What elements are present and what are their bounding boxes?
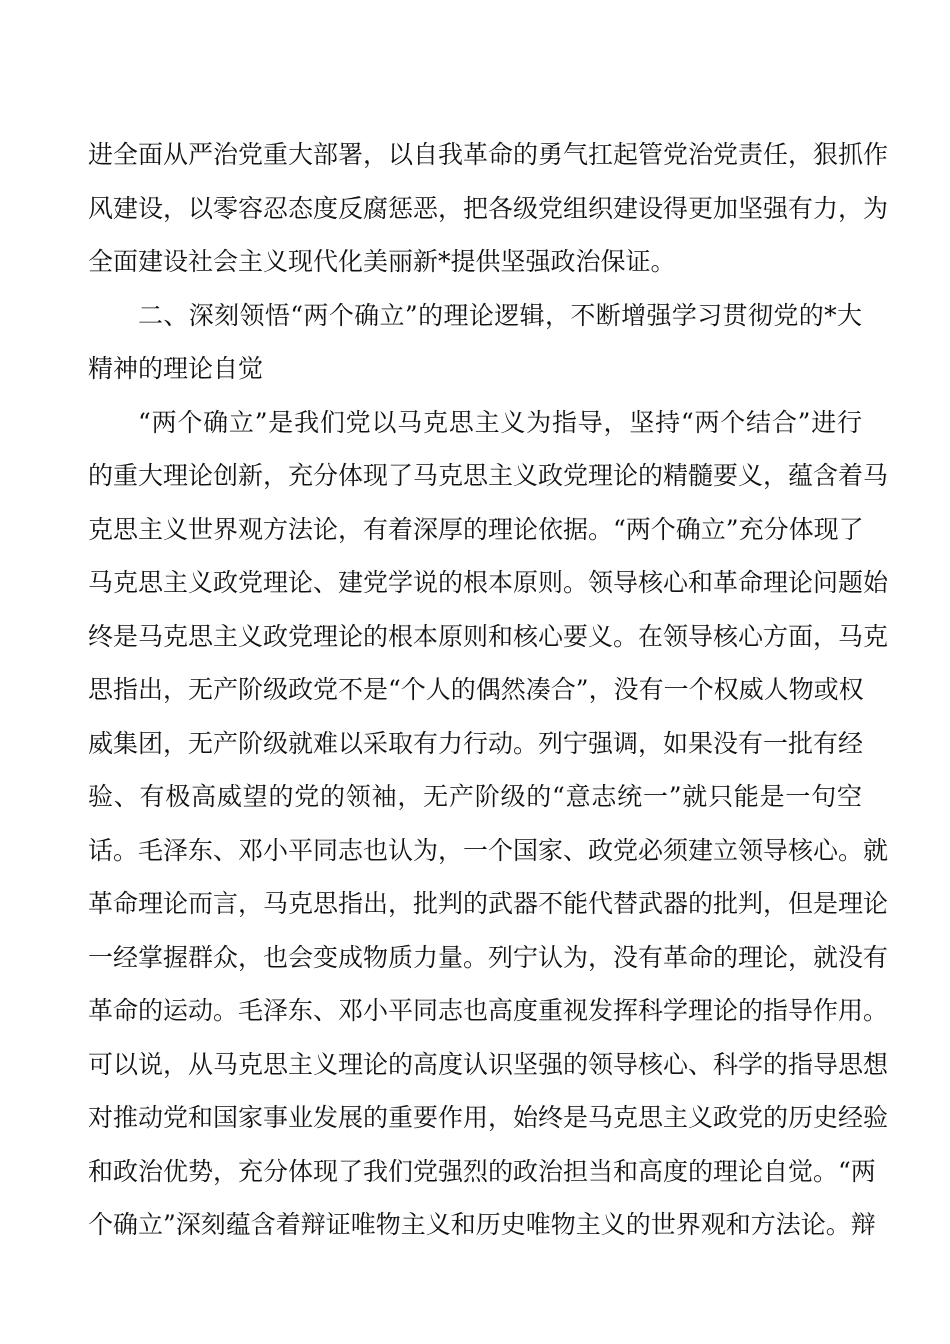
heading-line: 二、深刻领悟“两个确立”的理论逻辑，不断增强学习贯彻党的*大 — [138, 300, 862, 330]
text-line: 可以说，从马克思主义理论的高度认识坚强的领导核心、科学的指导思想 — [88, 1049, 889, 1079]
text-line: 验、有极高威望的党的领袖，无产阶级的“意志统一”就只能是一句空 — [88, 782, 862, 811]
text-line: 风建设，以零容忍态度反腐惩恶，把各级党组织建设得更加坚强有力，为 — [88, 193, 889, 223]
text-line: 终是马克思主义政党理论的根本原则和核心要义。在领导核心方面，马克 — [88, 621, 889, 651]
text-line: 一经掌握群众，也会变成物质力量。列宁认为，没有革命的理论，就没有 — [88, 942, 889, 972]
text-line: 对推动党和国家事业发展的重要作用，始终是马克思主义政党的历史经验 — [88, 1103, 889, 1132]
text-line: 的重大理论创新，充分体现了马克思主义政党理论的精髓要义，蕴含着马 — [88, 461, 889, 490]
text-line: 革命的运动。毛泽东、邓小平同志也高度重视发挥科学理论的指导作用。 — [88, 996, 889, 1025]
text-line: 思指出，无产阶级政党不是“个人的偶然凑合”，没有一个权威人物或权 — [88, 675, 864, 704]
section-heading — [88, 289, 862, 396]
text-line: 进全面从严治党重大部署，以自我革命的勇气扛起管党治党责任，狠抓作 — [88, 140, 889, 169]
text-line: 和政治优势，充分体现了我们党强烈的政治担当和高度的理论自觉。“两 — [88, 1156, 876, 1186]
text-line: 个确立”深刻蕴含着辩证唯物主义和历史唯物主义的世界观和方法论。辩 — [88, 1210, 876, 1239]
heading-line: 精神的理论自觉 — [88, 354, 264, 383]
body-paragraph — [88, 396, 889, 1252]
paragraph-continuation — [88, 128, 889, 289]
text-line: 威集团，无产阶级就难以采取有力行动。列宁强调，如果没有一批有经 — [88, 728, 864, 758]
text-line: 克思主义世界观方法论，有着深厚的理论依据。“两个确立”充分体现了 — [88, 514, 864, 544]
text-line: “两个确立”是我们党以马克思主义为指导，坚持“两个结合”进行 — [138, 407, 862, 437]
text-line: 马克思主义政党理论、建党学说的根本原则。领导核心和革命理论问题始 — [88, 568, 889, 597]
text-line: 全面建设社会主义现代化美丽新*提供坚强政治保证。 — [88, 247, 676, 276]
text-line: 话。毛泽东、邓小平同志也认为，一个国家、政党必须建立领导核心。就 — [88, 835, 889, 865]
document-body — [88, 128, 889, 1252]
text-line: 革命理论而言，马克思指出，批判的武器不能代替武器的批判，但是理论 — [88, 889, 889, 918]
